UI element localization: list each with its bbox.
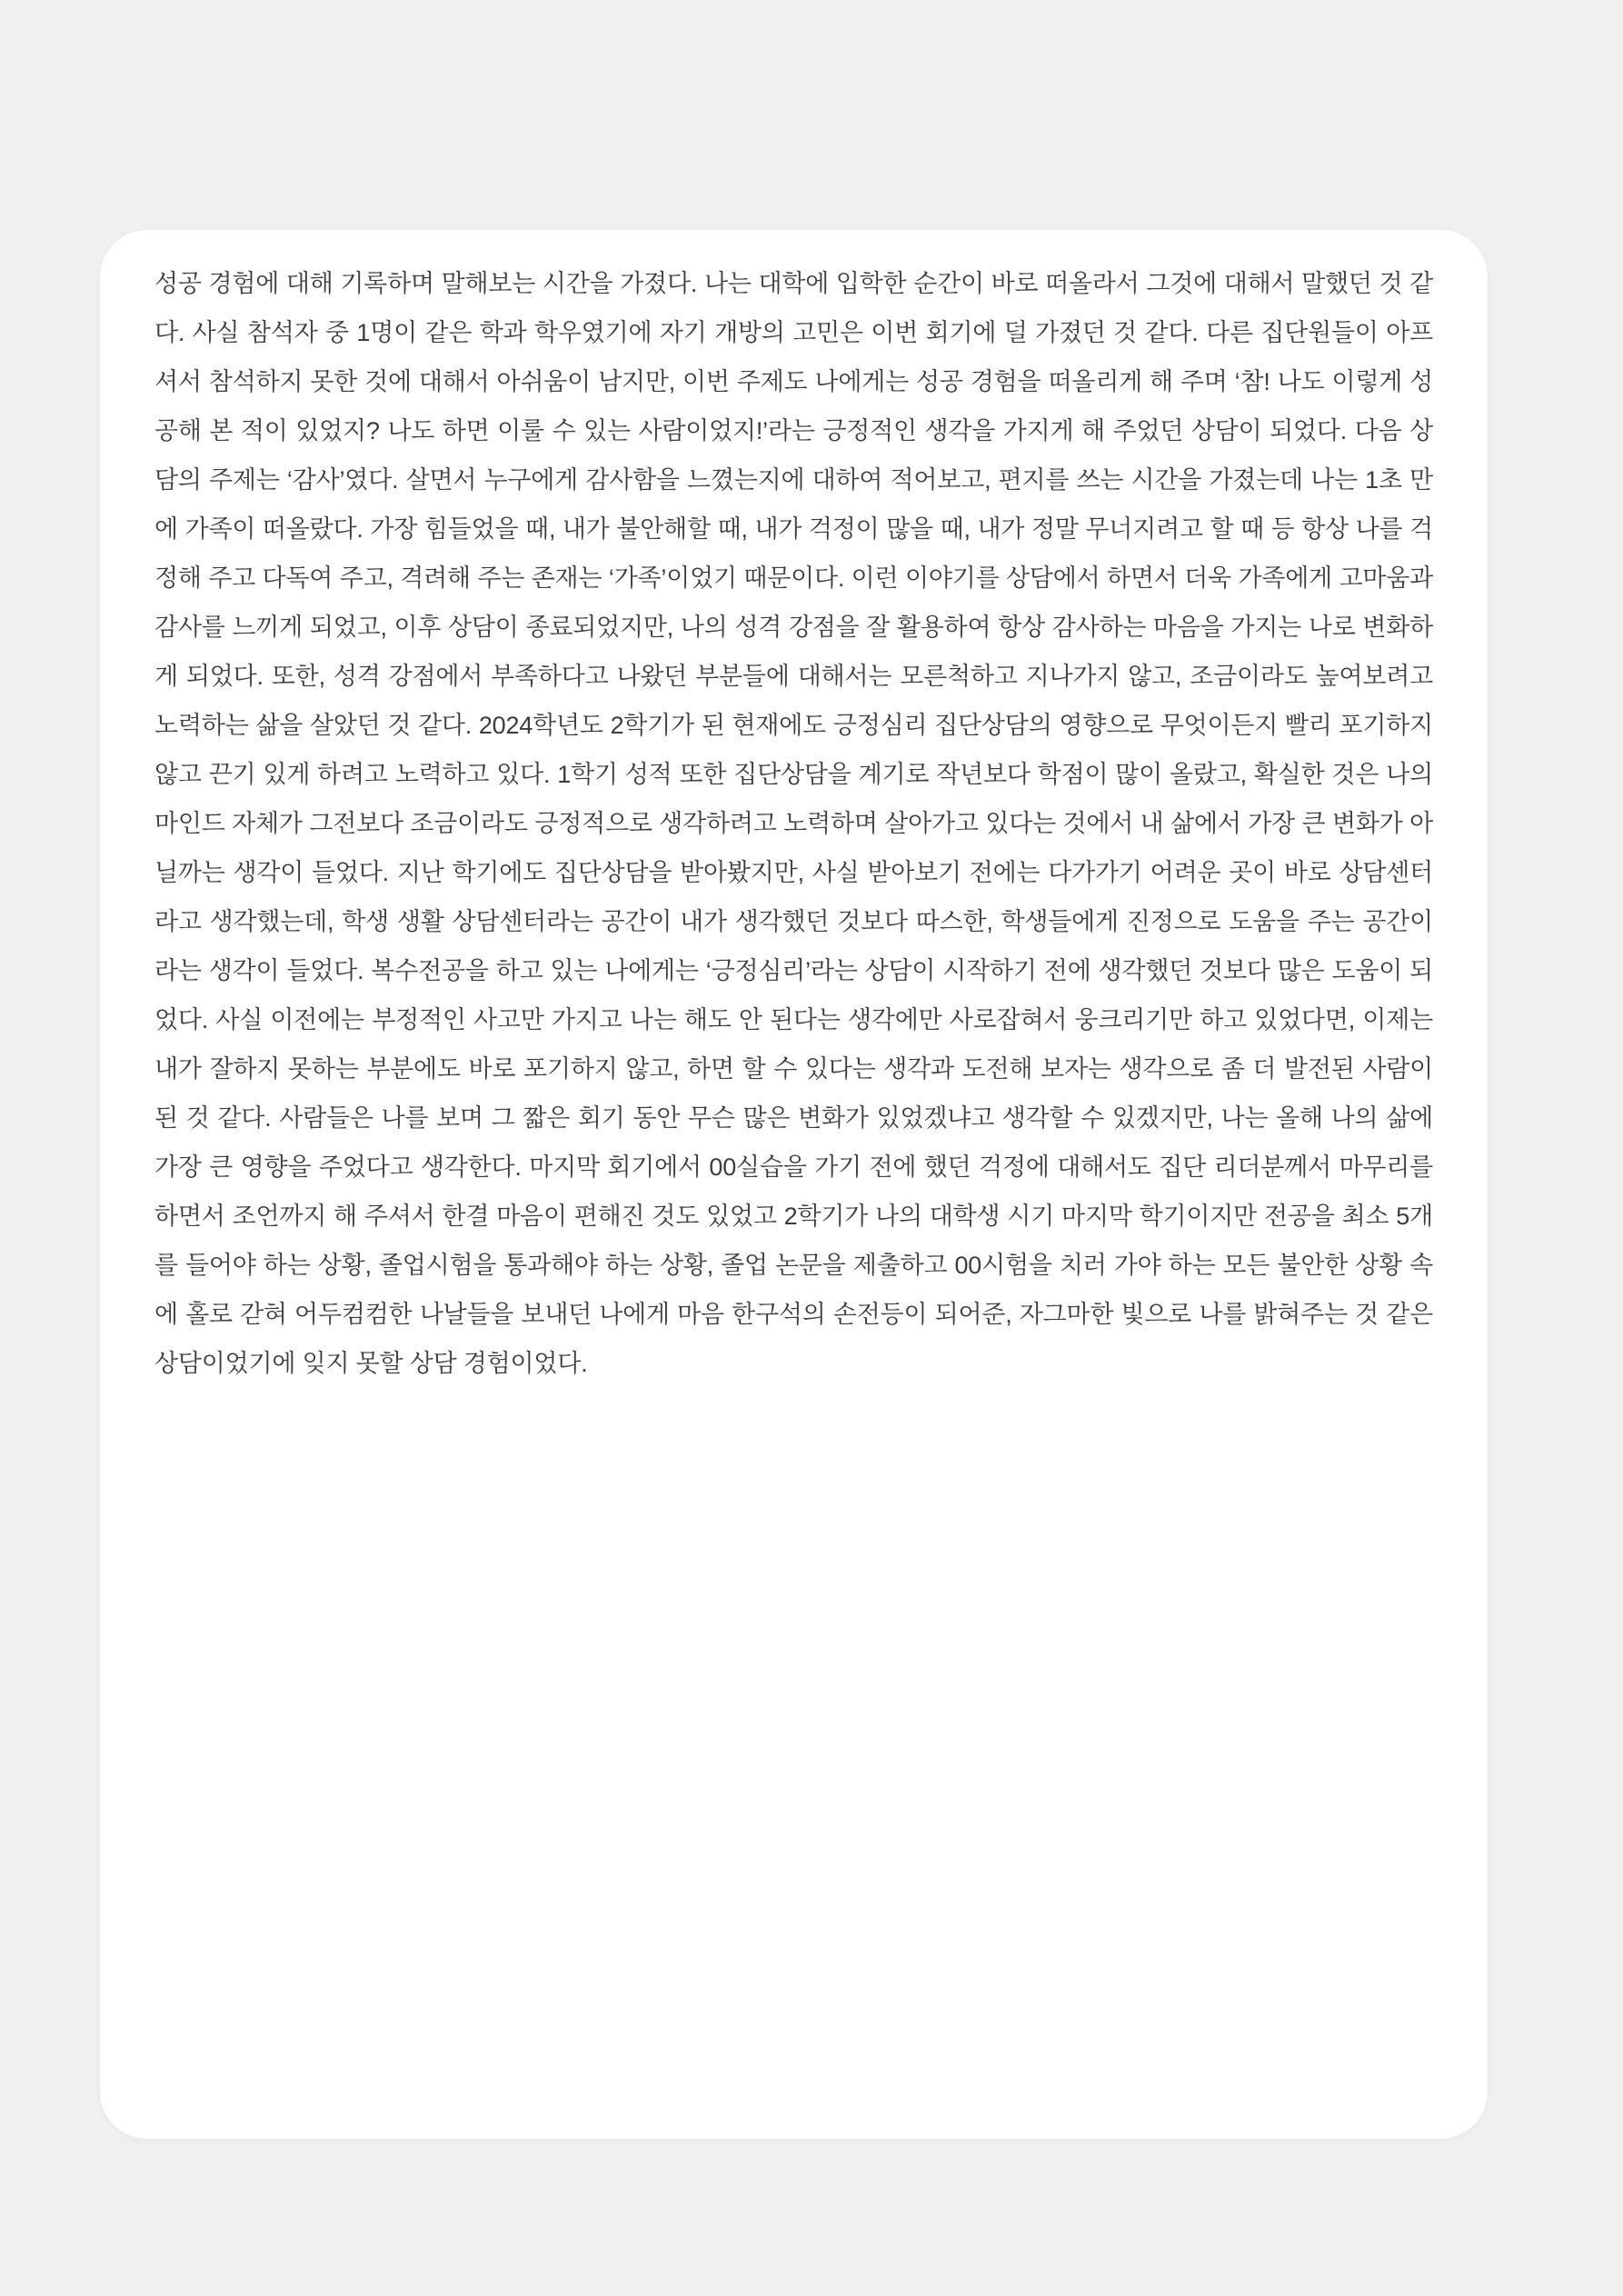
document-card (100, 230, 1488, 2139)
essay-paragraph: 성공 경험에 대해 기록하며 말해보는 시간을 가졌다. 나는 대학에 입학한 순간이 바로 떠올라서 그것에 대해서 말했던 것 같다. 사실 참석자 중 1명이 같은 학과 학우였기에 자기 개방의 고민은 이번 회기에 덜 가졌던 것 같다. 다른 집단원들이 아프셔서 참석하지 못한 것에 대해서 아쉬움이 남지만, 이번 주제도 나에게는 성공 경험을 떠올리게 해 주며 ‘참! 나도 이렇게 성공해 본 적이 있었지? 나도 하면 이룰 수 있는 사람이었지!’라는 긍정적인 생각을 가지게 해 주었던 상담이 되었다. 다음 상담의 주제는 ‘감사’였다. 살면서 누구에게 감사함을 느꼈는지에 대하여 적어보고, 편지를 쓰는 시간을 가졌는데 나는 1초 만에 가족이 떠올랐다. 가장 힘들었을 때, 내가 불안해할 때, 내가 걱정이 많을 때, 내가 정말 무너지려고 할 때 등 항상 나를 걱정해 주고 다독여 주고, 격려해 주는 존재는 ‘가족’이었기 때문이다. 이런 이야기를 상담에서 하면서 더욱 가족에게 고마움과 감사를 느끼게 되었고, 이후 상담이 종료되었지만, 나의 성격 강점을 잘 활용하여 항상 감사하는 마음을 가지는 나로 변화하게 되었다. 또한, 성격 강점에서 부족하다고 나왔던 부분들에 대해서는 모른척하고 지나가지 않고, 조금이라도 높여보려고 노력하는 삶을 살았던 것 같다. 2024학년도 2학기가 된 현재에도 긍정심리 집단상담의 영향으로 무엇이든지 빨리 포기하지 않고 끈기 있게 하려고 노력하고 있다. 1학기 성적 또한 집단상담을 계기로 작년보다 학점이 많이 올랐고, 확실한 것은 나의 마인드 자체가 그전보다 조금이라도 긍정적으로 생각하려고 노력하며 살아가고 있다는 것에서 내 삶에서 가장 큰 변화가 아닐까는 생각이 들었다. 지난 학기에도 집단상담을 받아봤지만, 사실 받아보기 전에는 다가가기 어려운 곳이 바로 상담센터라고 생각했는데, 학생 생활 상담센터라는 공간이 내가 생각했던 것보다 따스한, 학생들에게 진정으로 도움을 주는 공간이라는 생각이 들었다. 복수전공을 하고 있는 나에게는 ‘긍정심리’라는 상담이 시작하기 전에 생각했던 것보다 많은 도움이 되었다. 사실 이전에는 부정적인 사고만 가지고 나는 해도 안 된다는 생각에만 사로잡혀서 웅크리기만 하고 있었다면, 이제는 내가 잘하지 못하는 부분에도 바로 포기하지 않고, 하면 할 수 있다는 생각과 도전해 보자는 생각으로 좀 더 발전된 사람이 된 것 같다. 사람들은 나를 보며 그 짧은 회기 동안 무슨 많은 변화가 있었겠냐고 생각할 수 있겠지만, 나는 올해 나의 삶에 가장 큰 영향을 주었다고 생각한다. 마지막 회기에서 00실습을 가기 전에 했던 걱정에 대해서도 집단 리더분께서 마무리를 하면서 조언까지 해 주셔서 한결 마음이 편해진 것도 있었고 2학기가 나의 대학생 시기 마지막 학기이지만 전공을 최소 5개를 들어야 하는 상황, 졸업시험을 통과해야 하는 상황, 졸업 논문을 제출하고 00시험을 치러 가야 하는 모든 불안한 상황 속에 홀로 갇혀 어두컴컴한 나날들을 보내던 나에게 마음 한구석의 손전등이 되어준, 자그마한 빛으로 나를 밝혀주는 것 같은 상담이었기에 잊지 못할 상담 경험이었다. (154, 270, 1433, 1377)
